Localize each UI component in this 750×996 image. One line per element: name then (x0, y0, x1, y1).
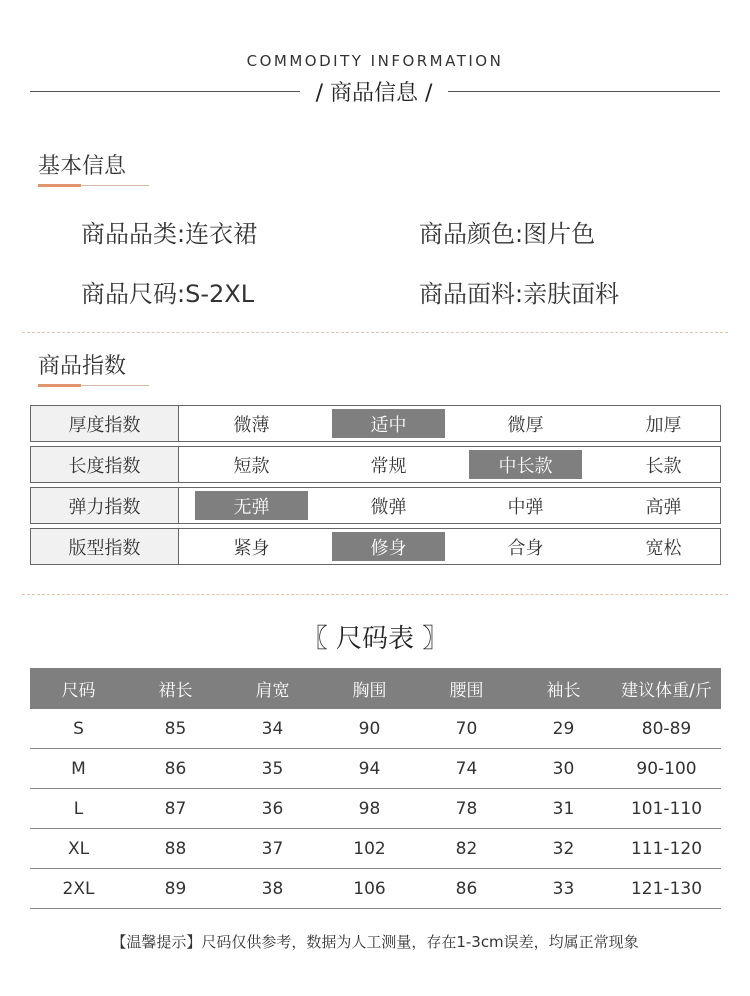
size-table-row (30, 749, 721, 789)
section-divider-1 (22, 332, 728, 333)
size-table-title: 〖 尺码表 〗 (301, 624, 449, 654)
size-table-cell: 94 (358, 758, 381, 779)
size-table-cell: 38 (261, 878, 284, 899)
size-table-cell: 29 (552, 718, 575, 739)
index-row (30, 446, 721, 483)
size-table-cell: 2XL (62, 878, 95, 899)
size-table-header (30, 668, 721, 709)
size-table-cell: 37 (261, 838, 284, 859)
info-category-label: 商品品类: (81, 220, 186, 248)
index-row-label: 长度指数 (31, 447, 179, 482)
size-table-cell: 34 (261, 718, 284, 739)
info-fabric (419, 274, 619, 309)
info-color-value: 图片色 (523, 220, 596, 248)
info-color-label: 商品颜色: (419, 220, 524, 248)
size-table-cell: M (71, 758, 86, 779)
size-table-cell: S (73, 718, 84, 739)
header-divider-left (30, 91, 300, 92)
size-table-cell: 31 (552, 798, 575, 819)
size-table-header-cell: 建议体重/斤 (621, 681, 712, 701)
size-table-cell: XL (67, 838, 90, 859)
size-table-row (30, 829, 721, 869)
index-option: 合身 (507, 537, 544, 559)
size-table-cell: 33 (552, 878, 575, 899)
size-table-cell: 102 (353, 838, 386, 859)
size-table-cell: L (73, 798, 84, 819)
info-fabric-value: 亲肤面料 (523, 280, 620, 308)
header-divider-right (448, 91, 720, 92)
index-row-options (179, 488, 720, 523)
index-title: 商品指数 (38, 354, 127, 379)
size-table-cell: 90 (358, 718, 381, 739)
index-row-options (179, 447, 720, 482)
index-option: 宽松 (645, 537, 682, 559)
index-row-label: 弹力指数 (31, 488, 179, 523)
size-note: 【温馨提示】尺码仅供参考，数据为人工测量，存在1-3cm误差，均属正常现象 (111, 933, 639, 951)
size-table-cell: 90-100 (636, 758, 697, 779)
index-option: 中弹 (507, 496, 544, 518)
size-table-cell: 111-120 (630, 838, 703, 859)
size-table-cell: 36 (261, 798, 284, 819)
index-option-selected: 中长款 (469, 450, 582, 479)
index-option: 短款 (233, 455, 270, 477)
size-table-cell: 121-130 (630, 878, 703, 899)
size-table-header-cell: 胸围 (352, 681, 387, 701)
index-accent (38, 384, 81, 387)
size-table-header-cell: 腰围 (449, 681, 484, 701)
header-chinese-title: / 商品信息 / (315, 81, 433, 106)
size-table-cell: 74 (455, 758, 478, 779)
size-table-cell: 85 (164, 718, 187, 739)
size-table-cell: 87 (164, 798, 187, 819)
index-option: 长款 (645, 455, 682, 477)
size-table-header-cell: 尺码 (61, 681, 96, 701)
index-option-selected: 修身 (332, 532, 445, 561)
index-option: 高弹 (645, 496, 682, 518)
info-fabric-label: 商品面料: (419, 280, 524, 308)
section-divider-2 (22, 594, 728, 595)
basic-info-title: 基本信息 (38, 154, 127, 179)
index-row (30, 405, 721, 442)
size-table-row (30, 869, 721, 909)
index-row-label: 版型指数 (31, 529, 179, 564)
info-size-value: S-2XL (185, 280, 255, 308)
size-table-cell: 70 (455, 718, 478, 739)
index-option: 微弹 (370, 496, 407, 518)
size-table-header-cell: 肩宽 (255, 681, 290, 701)
index-option: 微薄 (233, 414, 270, 436)
index-row (30, 528, 721, 565)
size-table-cell: 35 (261, 758, 284, 779)
size-table-cell: 82 (455, 838, 478, 859)
size-table-cell: 98 (358, 798, 381, 819)
info-category (81, 214, 257, 249)
info-color (419, 214, 595, 249)
size-table-row (30, 709, 721, 749)
index-row-label: 厚度指数 (31, 406, 179, 441)
size-table-cell: 89 (164, 878, 187, 899)
header-english-title: COMMODITY INFORMATION (246, 52, 504, 70)
size-table-header-cell: 裙长 (158, 681, 193, 701)
index-option: 常规 (370, 455, 407, 477)
basic-info-accent (38, 184, 81, 187)
size-table-cell: 86 (455, 878, 478, 899)
size-table-cell: 32 (552, 838, 575, 859)
info-category-value: 连衣裙 (185, 220, 258, 248)
size-table-cell: 80-89 (641, 718, 692, 739)
size-table-cell: 88 (164, 838, 187, 859)
index-option: 紧身 (233, 537, 270, 559)
info-size-label: 商品尺码: (81, 280, 186, 308)
size-table-cell: 78 (455, 798, 478, 819)
size-table-cell: 106 (353, 878, 386, 899)
size-table-cell: 30 (552, 758, 575, 779)
size-table-cell: 101-110 (630, 798, 703, 819)
index-row (30, 487, 721, 524)
index-option: 微厚 (507, 414, 544, 436)
size-table-header-cell: 袖长 (546, 681, 581, 701)
index-row-options (179, 529, 720, 564)
size-table (30, 668, 721, 909)
index-row-options (179, 406, 720, 441)
index-option-selected: 无弹 (195, 491, 308, 520)
size-table-cell: 86 (164, 758, 187, 779)
size-table-row (30, 789, 721, 829)
info-size (81, 274, 254, 309)
index-option: 加厚 (645, 414, 682, 436)
index-option-selected: 适中 (332, 409, 445, 438)
